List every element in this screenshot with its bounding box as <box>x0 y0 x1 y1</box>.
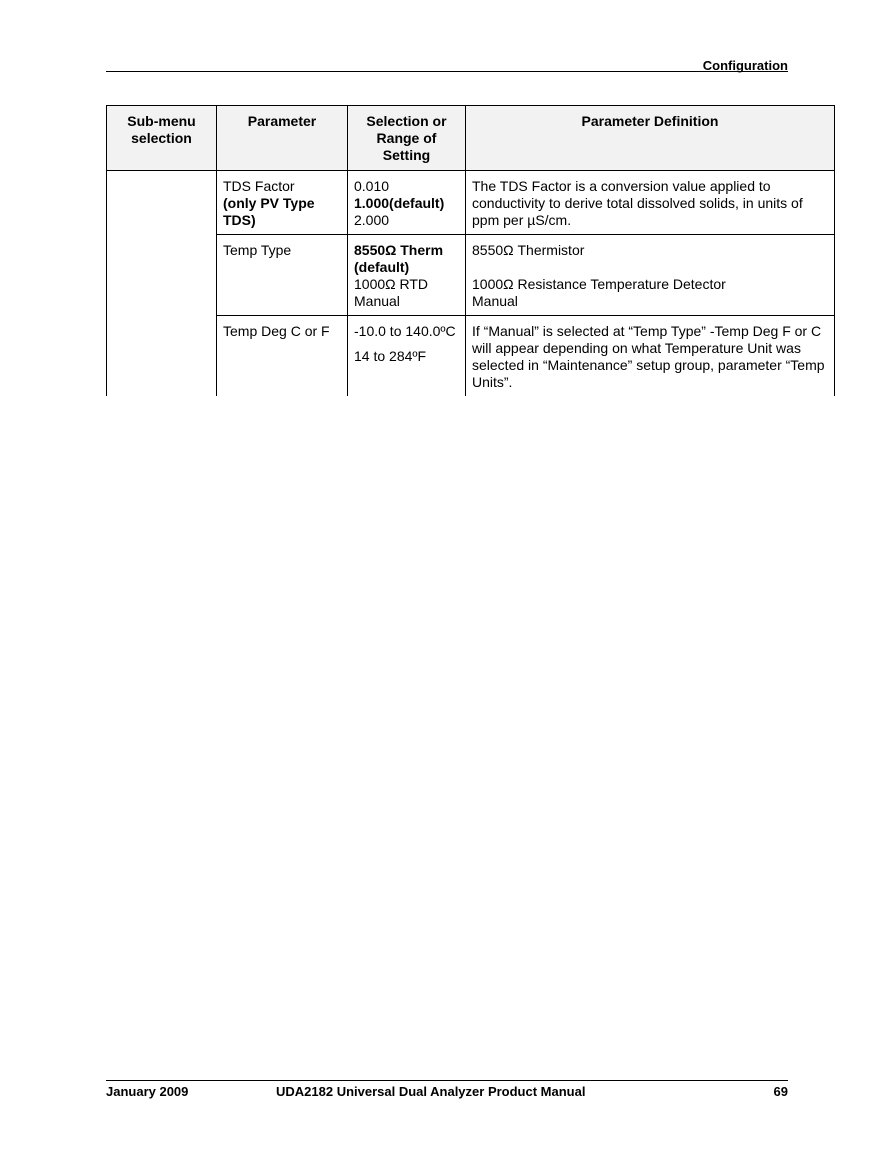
header-definition: Parameter Definition <box>466 106 835 171</box>
parameter-name: Temp Deg C or F <box>223 323 330 339</box>
definition-cell <box>466 316 835 397</box>
definition-text: 8550Ω Thermistor <box>472 242 585 258</box>
selection-gap <box>354 340 459 348</box>
footer-date: January 2009 <box>106 1084 189 1099</box>
selection-cell <box>348 235 466 316</box>
parameter-cell <box>217 171 348 235</box>
parameter-name: Temp Type <box>223 242 292 258</box>
page-number: 69 <box>773 1084 788 1099</box>
table-header-row <box>107 106 835 171</box>
footer-manual-title: UDA2182 Universal Dual Analyzer Product Manual <box>276 1084 586 1099</box>
section-title: Configuration <box>702 58 788 73</box>
submenu-cell <box>107 171 217 397</box>
definition-text: The TDS Factor is a conversion value applied to conductivity to derive total dissolved solids, in units of ppm per µS/cm. <box>472 178 803 228</box>
selection-option: Manual <box>354 293 400 309</box>
parameter-cell <box>217 316 348 397</box>
footer-rule <box>106 1080 788 1081</box>
definition-text: Manual <box>472 293 518 309</box>
definition-cell <box>466 235 835 316</box>
header-selection: Selection or Range of Setting <box>348 106 466 171</box>
table-row <box>107 235 835 316</box>
selection-option: 2.000 <box>354 212 390 228</box>
definition-text: If “Manual” is selected at “Temp Type” -Temp Deg F or C will appear depending on what Temperature Unit was selected in “Maintenance” setup group, parameter “Temp Units”. <box>472 323 825 390</box>
selection-cell <box>348 171 466 235</box>
definition-text: 1000Ω Resistance Temperature Detector <box>472 276 726 292</box>
selection-cell <box>348 316 466 397</box>
selection-default: 1.000(default) <box>354 195 445 211</box>
parameter-table <box>106 105 835 396</box>
selection-range: -10.0 to 140.0ºC <box>354 323 456 339</box>
parameter-note: (only PV Type TDS) <box>223 195 315 228</box>
selection-option: 0.010 <box>354 178 390 194</box>
table-row <box>107 316 835 397</box>
selection-default: 8550Ω Therm (default) <box>354 242 444 275</box>
table-row <box>107 171 835 235</box>
definition-spacer <box>472 259 828 276</box>
header-rule <box>106 71 788 72</box>
header-parameter: Parameter <box>217 106 348 171</box>
header-submenu: Sub-menu selection <box>107 106 217 171</box>
definition-cell <box>466 171 835 235</box>
parameter-name: TDS Factor <box>223 178 295 194</box>
selection-range: 14 to 284ºF <box>354 348 427 364</box>
parameter-cell <box>217 235 348 316</box>
selection-option: 1000Ω RTD <box>354 276 429 292</box>
